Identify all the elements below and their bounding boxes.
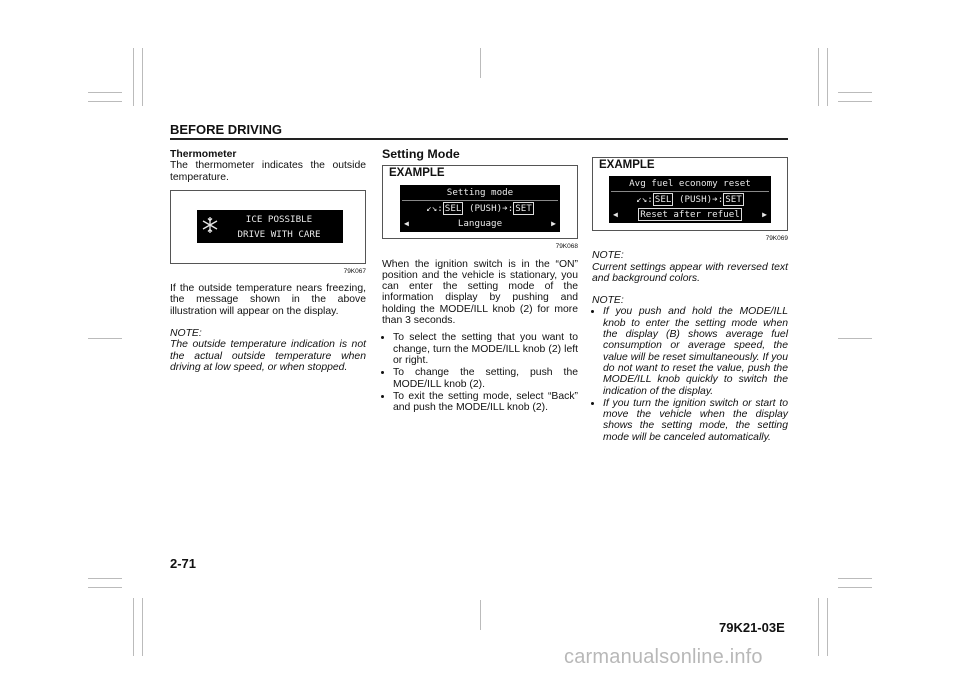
crop-mark	[142, 48, 143, 106]
figure-code: 79K068	[555, 243, 578, 251]
section-heading-setting-mode: Setting Mode	[382, 147, 460, 161]
crop-mark	[838, 101, 872, 102]
push-label: (PUSH)	[468, 203, 503, 215]
sel-label: SEL	[654, 194, 672, 205]
crop-mark	[88, 101, 122, 102]
figure-label: EXAMPLE	[599, 159, 655, 171]
list-item: • If you push and hold the MODE/ILL knob to enter the setting mode when the display (B) shows average fuel consumption or average speed, the value will be reset simultaneously. If you do not want to reset the value, push the MODE/ILL knob quickly to switch the indication of the display.	[603, 306, 788, 396]
list-item: • To exit the setting mode, select “Back” and push the MODE/ILL knob (2).	[393, 391, 578, 414]
crop-mark	[818, 48, 819, 106]
rotate-knob-icon: ↙↘	[426, 203, 438, 215]
lcd-controls: ↙↘: SEL (PUSH)➔: SET	[636, 194, 742, 205]
header-rule	[170, 138, 788, 140]
crop-mark	[133, 598, 134, 656]
figure-avg-fuel-reset	[592, 157, 788, 231]
list-item: • To select the setting that you want to change, turn the MODE/ILL knob (2) left or right.	[393, 332, 578, 366]
crop-mark	[88, 578, 122, 579]
triangle-right-icon: ▶	[551, 219, 556, 229]
note-text: The outside temperature indication is not the actual outside temperature when driving at low speed, or when stopped.	[170, 339, 366, 373]
lcd-line-1: ICE POSSIBLE	[245, 213, 313, 225]
figure-setting-mode	[382, 165, 578, 239]
crop-mark	[827, 598, 828, 656]
setting-mode-list	[382, 332, 578, 413]
column-setting-mode	[382, 149, 578, 414]
document-code: 79K21-03E	[719, 620, 785, 635]
push-label: (PUSH)	[678, 194, 713, 205]
column-notes	[592, 157, 788, 444]
crop-mark	[838, 338, 872, 339]
thermometer-intro: The thermometer indicates the outside temperature.	[170, 160, 366, 183]
crop-mark	[88, 587, 122, 588]
figure-code: 79K067	[343, 267, 366, 275]
triangle-left-icon: ◀	[613, 210, 618, 219]
triangle-right-icon: ▶	[762, 210, 767, 219]
section-heading-thermometer: Thermometer	[170, 149, 237, 160]
lcd-item	[609, 209, 771, 220]
note-list	[592, 306, 788, 443]
crop-mark	[480, 600, 481, 630]
column-thermometer	[170, 149, 366, 373]
note-label: NOTE:	[592, 250, 624, 262]
watermark: carmanualsonline.info	[564, 646, 763, 668]
note-label: NOTE:	[592, 295, 624, 307]
crop-mark	[838, 92, 872, 93]
lcd-selected-item: Reset after refuel	[640, 209, 740, 220]
lcd-divider	[611, 191, 769, 192]
lcd-display	[609, 176, 771, 223]
lcd-line-2: DRIVE WITH CARE	[237, 228, 321, 240]
crop-mark	[838, 587, 872, 588]
set-label: SET	[515, 203, 532, 215]
arrow-right-icon: ➔	[712, 194, 718, 205]
rotate-knob-icon: ↙↘	[636, 194, 648, 205]
list-item: • If you turn the ignition switch or start to move the vehicle when the display shows the setting mode, the setting mode will be canceled automatically.	[603, 398, 788, 443]
thermometer-paragraph: If the outside temperature nears freezing, the message shown in the above illustration will appear on the display.	[170, 283, 366, 317]
page-number: 2-71	[170, 556, 197, 571]
lcd-title: Setting mode	[446, 187, 514, 199]
set-label: SET	[725, 194, 742, 205]
crop-mark	[133, 48, 134, 106]
lcd-controls: ↙↘: SEL (PUSH)➔: SET	[426, 203, 532, 215]
crop-mark	[838, 578, 872, 579]
note-label: NOTE:	[170, 328, 202, 340]
figure-ice-warning	[170, 190, 366, 264]
crop-mark	[142, 598, 143, 656]
lcd-item: Language	[457, 218, 503, 230]
page-header: BEFORE DRIVING	[170, 122, 282, 137]
lcd-title: Avg fuel economy reset	[629, 178, 751, 189]
figure-code: 79K069	[765, 235, 788, 242]
lcd-divider	[402, 200, 558, 201]
note-text: Current settings appear with reversed text and background colors.	[592, 261, 788, 284]
lcd-display	[400, 185, 560, 232]
figure-label: EXAMPLE	[389, 167, 445, 180]
crop-mark	[818, 598, 819, 656]
sel-label: SEL	[444, 203, 462, 215]
crop-mark	[88, 338, 122, 339]
lcd-display	[197, 210, 343, 243]
crop-mark	[827, 48, 828, 106]
list-item: • To change the setting, push the MODE/ILL knob (2).	[393, 367, 578, 390]
setting-mode-paragraph: When the ignition switch is in the “ON” position and the vehicle is stationary, you can enter the setting mode of the information display by pushing and holding the MODE/ILL knob (2) for more than 3 seconds.	[382, 258, 578, 327]
arrow-right-icon: ➔	[502, 203, 508, 215]
crop-mark	[88, 92, 122, 93]
triangle-left-icon: ◀	[404, 219, 409, 229]
crop-mark	[480, 48, 481, 78]
